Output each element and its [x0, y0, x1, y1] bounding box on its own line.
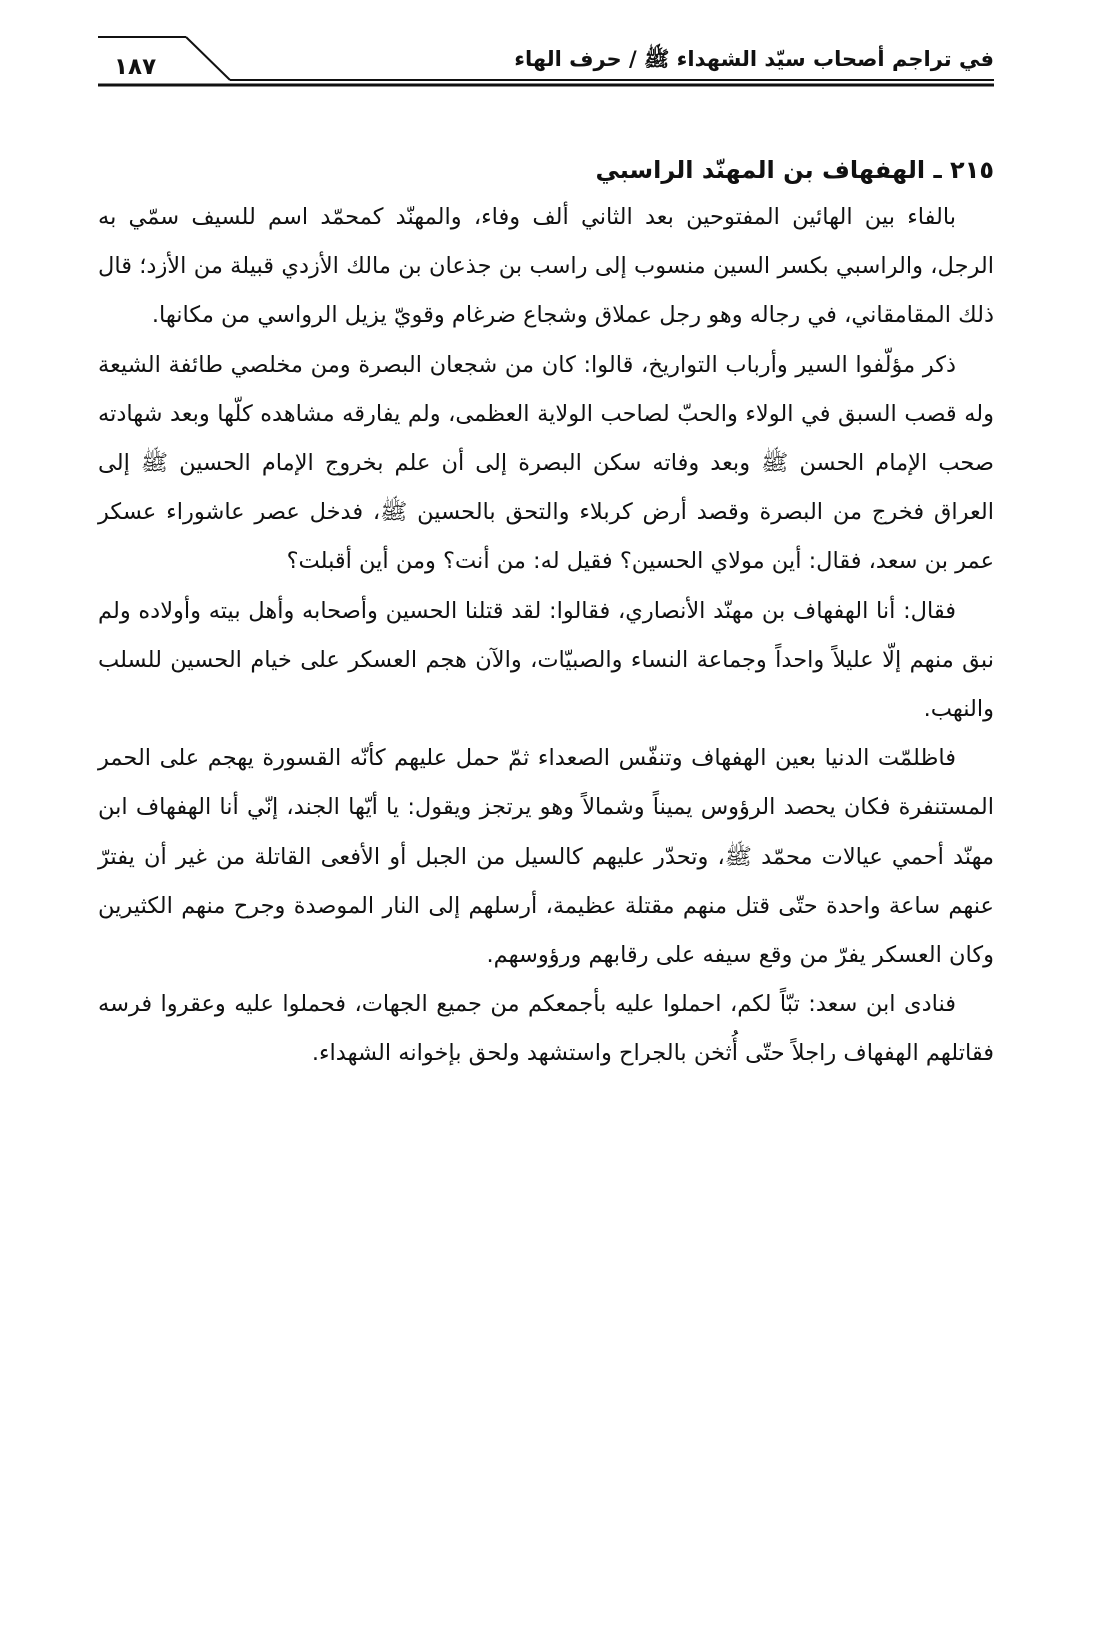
page-body	[98, 150, 994, 1079]
running-head	[98, 36, 994, 106]
paragraph-4: فاظلمّت الدنيا بعين الهفهاف وتنفّس الصعداء ثمّ حمل عليهم كأنّه القسورة يهجم على الحمر المستنفرة فكان يحصد الرؤوس يميناً وشمالاً وهو يرتجز ويقول: يا أيّها الجند، إنّي أنا الهفهاف ابن مهنّد أحمي عيالات محمّد ﷺ، وتحدّر عليهم كالسيل من الجبل أو الأفعى القاتلة من غير أن يفترّ عنهم ساعة واحدة حتّى قتل منهم مقتلة عظيمة، أرسلهم إلى النار الموصدة وجرح منهم الكثيرين وكان العسكر يفرّ من وقع سيفه على رقابهم ورؤوسهم.	[98, 745, 994, 969]
entry-heading: ٢١٥ ـ الهفهاف بن المهنّد الراسبي	[595, 156, 994, 184]
paragraph-5: فنادى ابن سعد: تبّاً لكم، احملوا عليه بأجمعكم من جميع الجهات، فحملوا عليه وعقروا فرسه فقاتلهم الهفهاف راجلاً حتّى أُثخن بالجراح واستشهد ولحق بإخوانه الشهداء.	[98, 991, 994, 1067]
paragraph-2: ذكر مؤلّفوا السير وأرباب التواريخ، قالوا: كان من شجعان البصرة ومن مخلصي طائفة الشيعة وله قصب السبق في الولاء والحبّ لصاحب الولاية العظمى، ولم يفارقه مشاهده كلّها وبعد شهادته صحب الإمام الحسن ﷺ وبعد وفاته سكن البصرة إلى أن علم بخروج الإمام الحسين ﷺ إلى العراق فخرج من البصرة وقصد أرض كربلاء والتحق بالحسين ﷺ، فدخل عصر عاشوراء عسكر عمر بن سعد، فقال: أين مولاي الحسين؟ فقيل له: من أنت؟ ومن أين أقبلت؟	[98, 351, 994, 575]
paragraph-1: بالفاء بين الهائين المفتوحين بعد الثاني ألف وفاء، والمهنّد كمحمّد اسم للسيف سمّي به الرجل، والراسبي بكسر السين منسوب إلى راسب بن جذعان بن مالك الأزدي قبيلة من الأزد؛ قال ذلك المقامقاني، في رجاله وهو رجل عملاق وشجاع ضرغام وقويّ يزيل الرواسي من مكانها.	[98, 204, 994, 329]
paragraph-3: فقال: أنا الهفهاف بن مهنّد الأنصاري، فقالوا: لقد قتلنا الحسين وأصحابه وأهل بيته وأولاده ولم نبق منهم إلّا عليلاً واحداً وجماعة النساء والصبيّات، والآن هجم العسكر على خيام الحسين للسلب والنهب.	[98, 597, 994, 723]
page-number: ١٨٧	[114, 54, 157, 80]
running-head-title: في تراجم أصحاب سيّد الشهداء ﷺ / حرف الهاء	[514, 47, 994, 71]
